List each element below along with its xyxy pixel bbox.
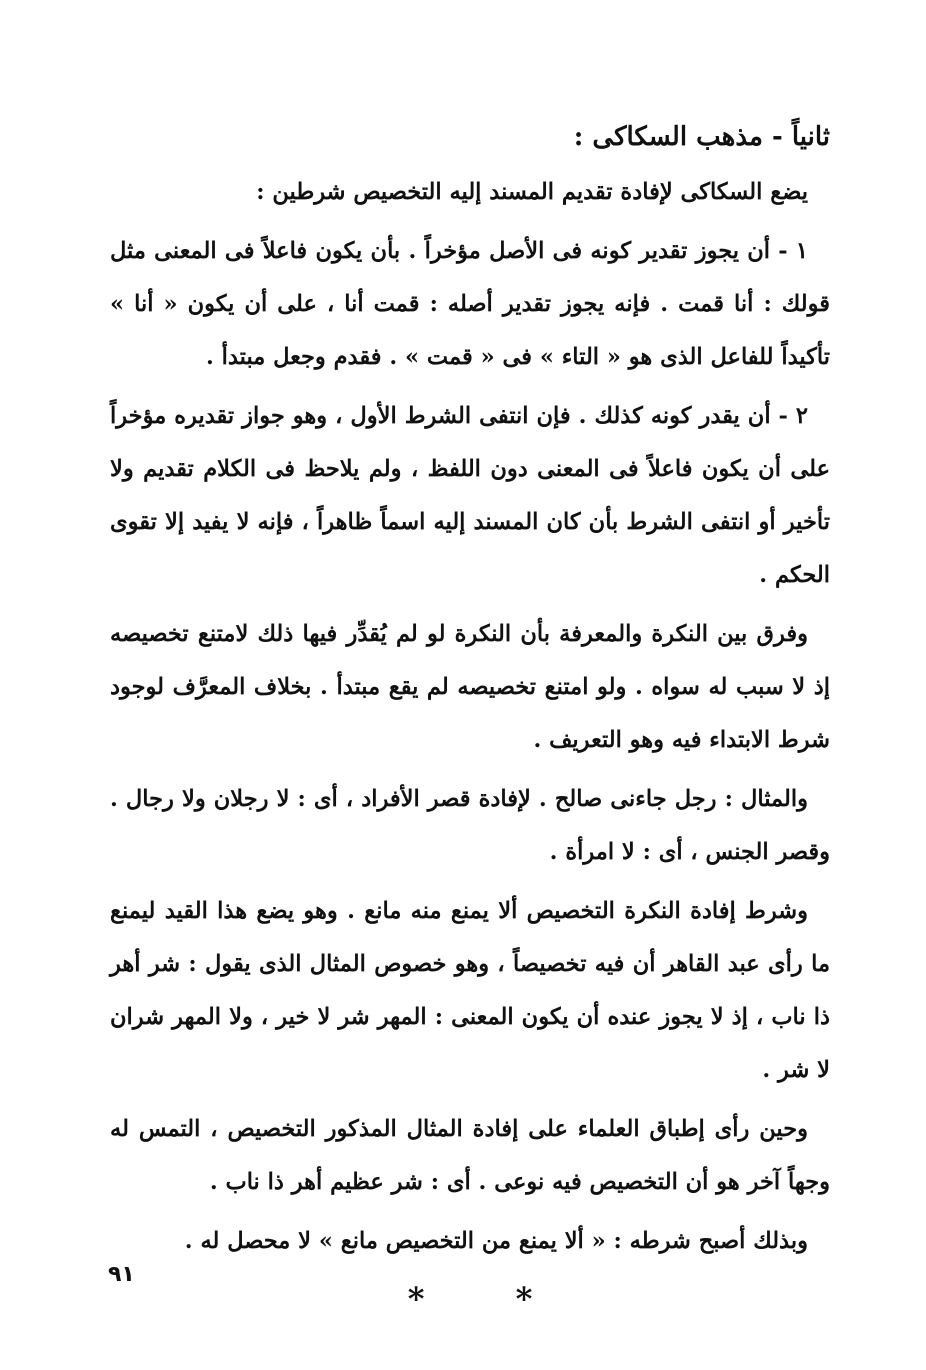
condition-two: ٢ - أن يقدر كونه كذلك . فإن انتفى الشرط الأول ، وهو جواز تقديره مؤخراً على أن يكون فاعلاً فى المعنى دون اللفظ ، ولم يلاحظ فى الكلام تقديم ولا تأخير أو انتفى الشرط بأن كان المسند إليه اسماً ظاهراً ، فإنه لا يفيد إلا تقوى الحكم . [110, 403, 830, 588]
paragraph-difference: وفرق بين النكرة والمعرفة بأن النكرة لو لم يُقدِّر فيها ذلك لامتنع تخصيصه إذ لا سبب له سواه . ولو امتنع تخصيصه لم يقع مبتدأ . بخلاف المعرَّف لوجود شرط الابتداء فيه وهو التعريف . [110, 621, 830, 753]
section-separator: * * [407, 1280, 573, 1318]
intro-paragraph: يضع السكاكى لإفادة تقديم المسند إليه التخصيص شرطين : [256, 179, 808, 205]
condition-one: ١ - أن يجوز تقدير كونه فى الأصل مؤخراً . بأن يكون فاعلاً فى المعنى مثل قولك : أنا قمت . فإنه يجوز تقدير أصله : قمت أنا ، على أن يكون « أنا » تأكيداً للفاعل الذى هو « التاء » فى « قمت » . فقدم وجعل مبتدأ . [110, 238, 830, 370]
page-number: ٩١ [108, 1262, 135, 1287]
paragraph-consensus: وحين رأى إطباق العلماء على إفادة المثال المذكور التخصيص ، التمس له وجهاً آخر هو أن التخصيص فيه نوعى . أى : شر عظيم أهر ذا ناب . [110, 1116, 830, 1195]
section-heading: ثانياً - مذهب السكاكى : [573, 122, 830, 152]
paragraph-condition: وشرط إفادة النكرة التخصيص ألا يمنع منه مانع . وهو يضع هذا القيد ليمنع ما رأى عبد القاهر أن فيه تخصيصاً ، وهو خصوص المثال الذى يقول : شر أهر ذا ناب ، إذ لا يجوز عنده أن يكون المعنى : المهر شر لا خير ، ولا المهر شران لا شر . [110, 898, 830, 1083]
book-page-text [110, 108, 830, 1318]
paragraph-conclusion: وبذلك أصبح شرطه : « ألا يمنع من التخصيص مانع » لا محصل له . [184, 1228, 808, 1254]
paragraph-example: والمثال : رجل جاءنى صالح . لإفادة قصر الأفراد ، أى : لا رجلان ولا رجال . وقصر الجنس ، أى : لا امرأة . [110, 786, 830, 865]
